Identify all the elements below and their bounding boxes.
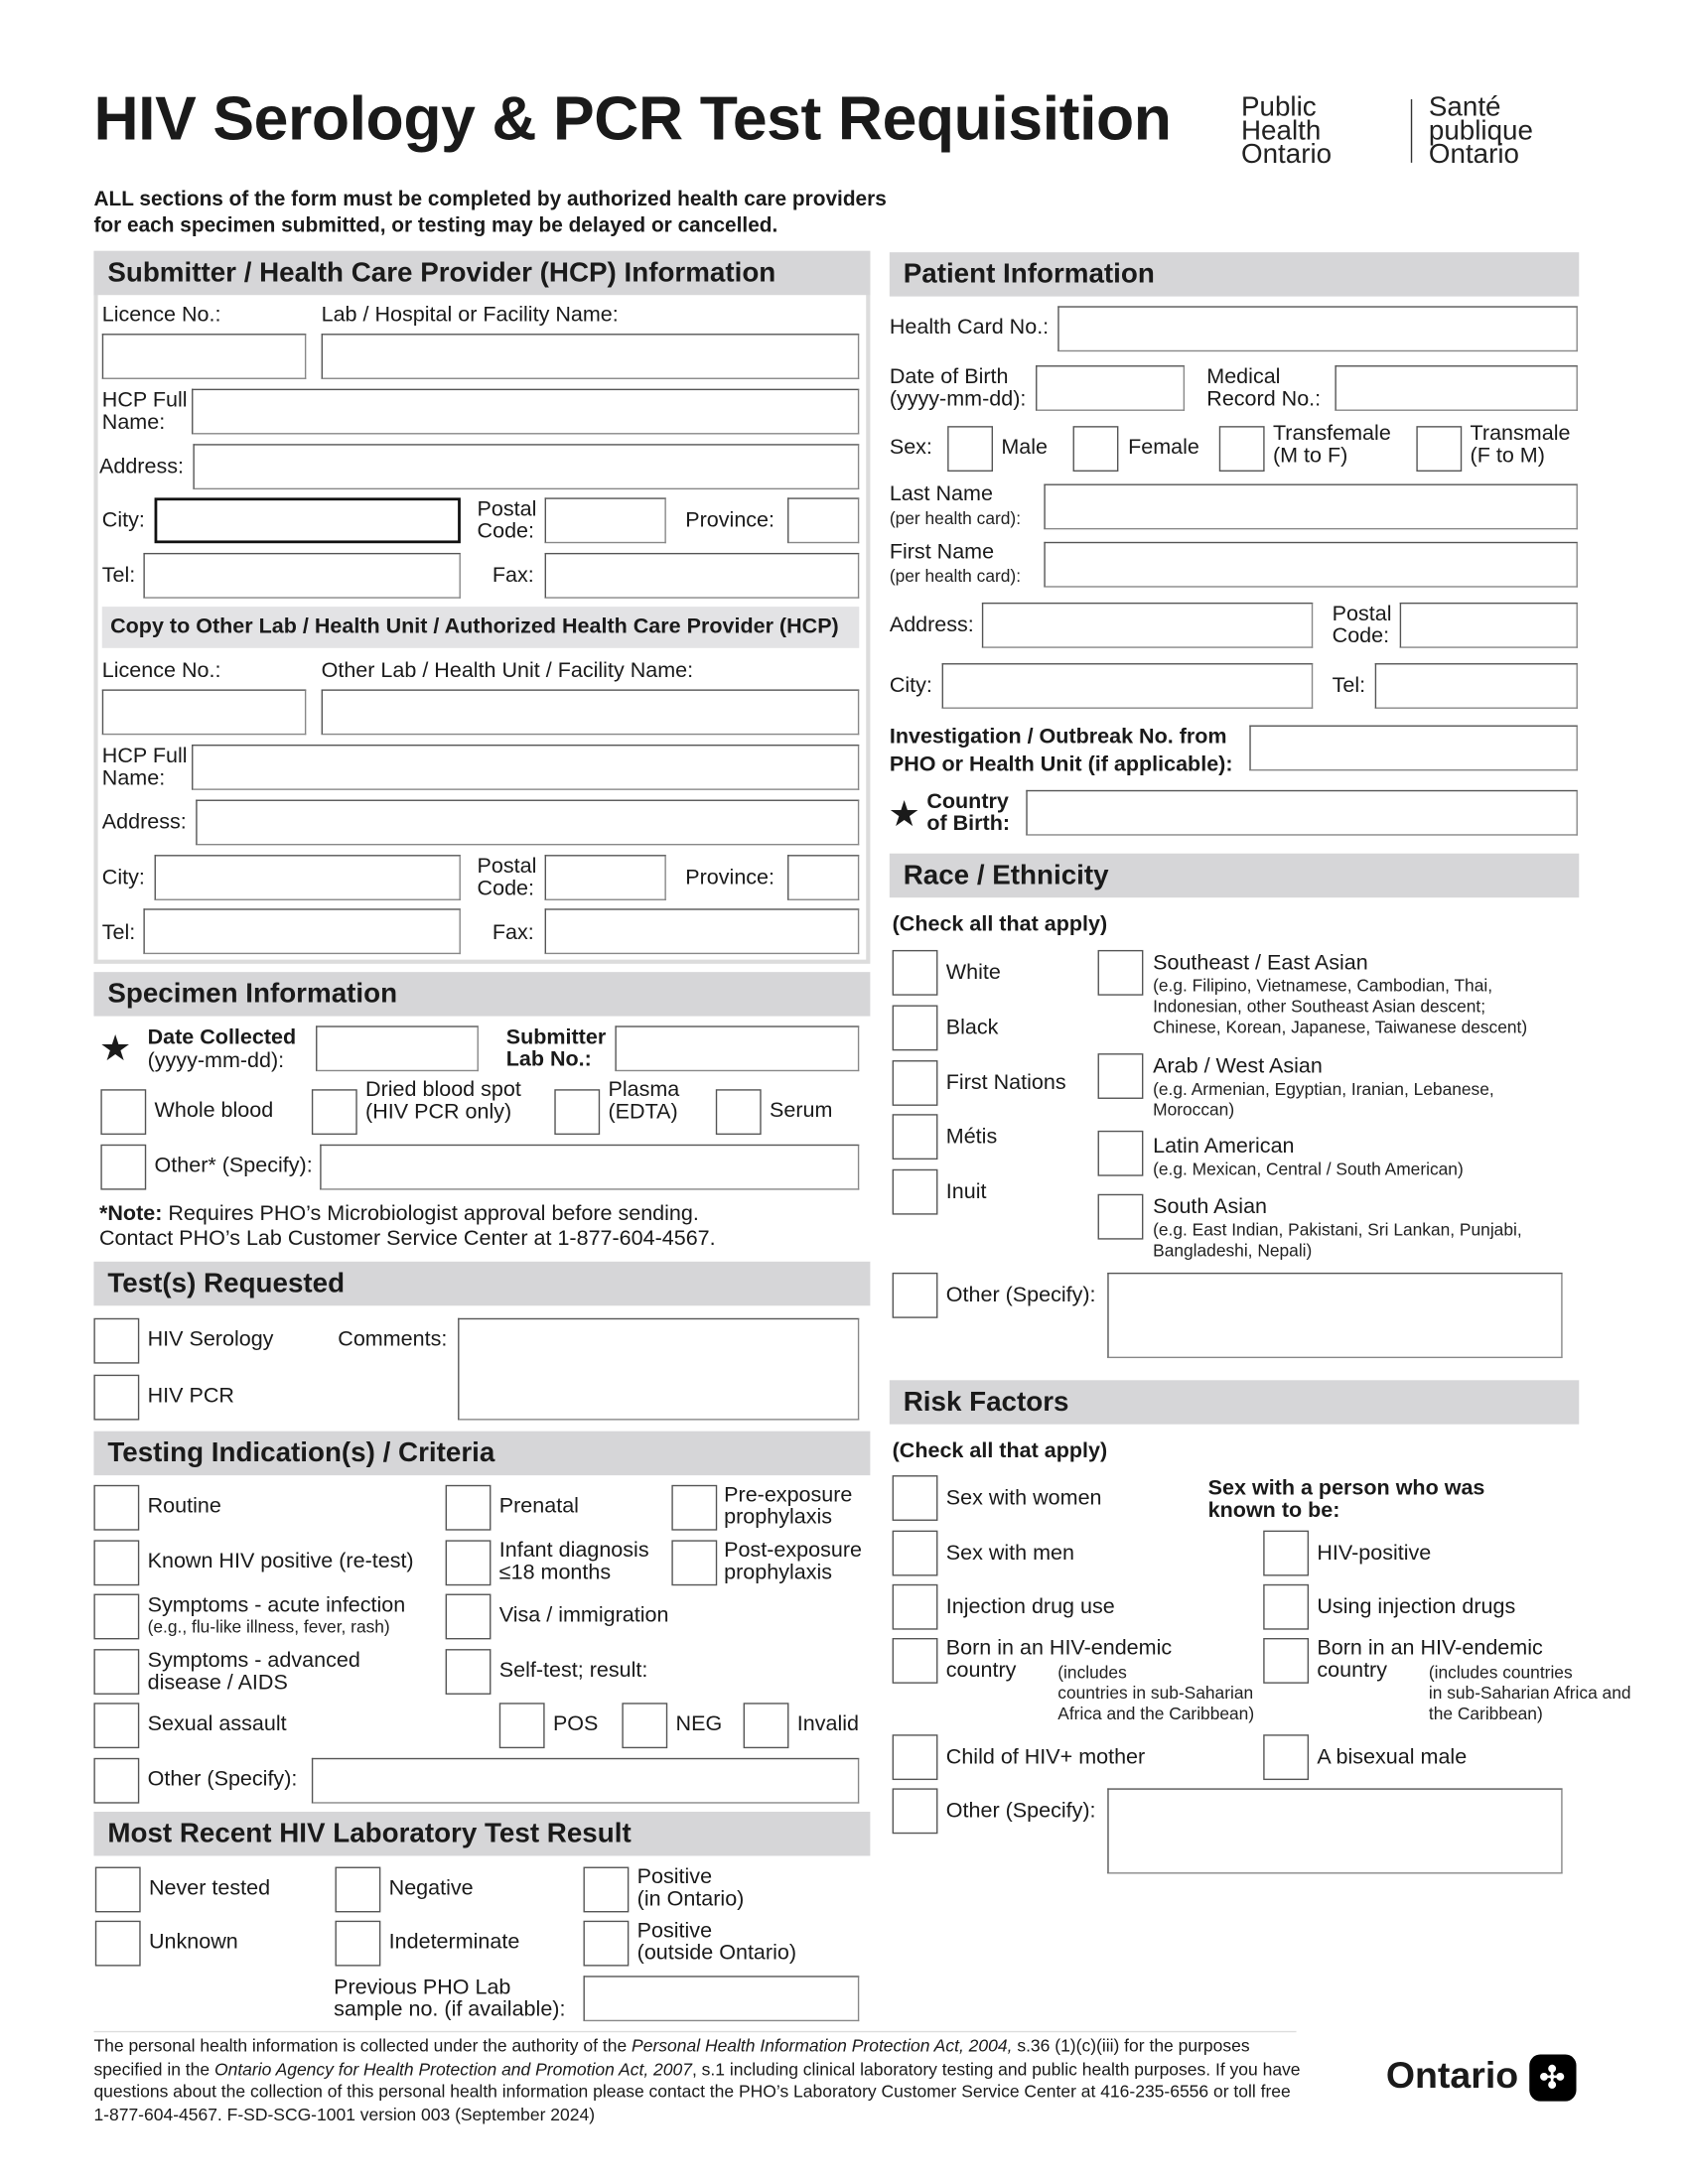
field-label: Other (Specify): — [945, 1284, 1096, 1307]
last-name-input[interactable] — [1044, 484, 1578, 530]
licence-input[interactable] — [102, 334, 307, 379]
risk-label: Born in an HIV-endemic country — [1317, 1636, 1543, 1683]
field-label: Licence No.: — [101, 658, 221, 683]
footer-text: , s.1 including clinical laboratory testing and public health purposes. If you have questions about the collection of this personal health information please contact the PHO’s Laboratory Customer Service Center at 416-235-6556 or toll free 1-877-604-4567. F-SD-SCG-1001 version 003 (September 2024) — [93, 2059, 1301, 2124]
specimen-type-label: Dried blood spot (HIV PCR only) — [365, 1078, 521, 1124]
recent-result-label: Positive (outside Ontario) — [636, 1919, 797, 1966]
risk-checkbox[interactable] — [893, 1531, 938, 1576]
copy-to-header: Copy to Other Lab / Health Unit / Authorized Health Care Provider (HCP) — [102, 607, 860, 648]
recent-result-label: Indeterminate — [388, 1930, 520, 1955]
race-label: Inuit — [945, 1179, 987, 1204]
date-collected-label: Date Collected — [147, 1025, 297, 1049]
indication-label: Other (Specify): — [147, 1767, 298, 1792]
race-label: Southeast / East Asian — [1153, 951, 1368, 975]
race-note: (e.g. East Indian, Pakistani, Sri Lankan, Punjabi, Bangladeshi, Nepali) — [1153, 1220, 1522, 1261]
previous-sample-input[interactable] — [584, 1976, 860, 2021]
indication-label: Known HIV positive (re-test) — [147, 1550, 414, 1573]
race-header: Race / Ethnicity — [890, 854, 1579, 897]
race-label: Latin American — [1153, 1135, 1295, 1159]
race-other-input[interactable] — [1107, 1273, 1562, 1358]
footer-text: The personal health information is collected under the authority of the — [93, 2036, 633, 2056]
race-label: Métis — [945, 1125, 998, 1149]
indication-label: Symptoms - acute infection — [147, 1593, 406, 1618]
specimen-type-label: Plasma (EDTA) — [608, 1078, 680, 1124]
indication-other-input[interactable] — [312, 1758, 859, 1804]
divider — [93, 2031, 1296, 2032]
indication-checkbox[interactable] — [446, 1485, 492, 1531]
copy-address-input[interactable] — [196, 800, 859, 846]
risk-label: A bisexual male — [1317, 1745, 1468, 1769]
risk-checkbox[interactable] — [893, 1734, 938, 1780]
field-label: Lab / Hospital or Facility Name: — [321, 303, 619, 328]
field-label: HCP Full Name: — [101, 745, 188, 790]
trillium-icon: ✣ — [1529, 2054, 1576, 2101]
required-star-icon: ★ — [888, 792, 920, 835]
sex-checkbox[interactable] — [1416, 426, 1462, 472]
race-checkbox[interactable] — [1098, 1194, 1144, 1240]
dob-input[interactable] — [1036, 365, 1185, 411]
race-label: First Nations — [945, 1071, 1066, 1095]
sex-checkbox[interactable] — [947, 426, 993, 472]
indication-label: Visa / immigration — [498, 1603, 669, 1627]
known-header: Sex with a person who was known to be: — [1207, 1476, 1485, 1523]
date-format-label: (yyyy-mm-dd): — [147, 1048, 285, 1073]
copy-facility-input[interactable] — [322, 689, 860, 735]
copy-fax-input[interactable] — [545, 908, 860, 954]
race-checkbox[interactable] — [1098, 1053, 1144, 1099]
recent-result-checkbox[interactable] — [584, 1921, 630, 1967]
instructions: ALL sections of the form must be completed by authorized health care providers for each specimen submitted, or testing may be delayed or cancelled. — [93, 187, 887, 237]
date-collected-input[interactable] — [316, 1025, 479, 1071]
risk-checkbox[interactable] — [1263, 1584, 1309, 1630]
field-label: Fax: — [492, 564, 534, 588]
indication-label: Routine — [147, 1494, 221, 1519]
self-test-label: NEG — [675, 1712, 723, 1736]
field-label: Tel: — [1332, 674, 1366, 698]
indication-checkbox[interactable] — [446, 1594, 492, 1640]
specimen-type-checkbox[interactable] — [554, 1089, 600, 1135]
indication-label: Pre-exposure prophylaxis — [724, 1483, 853, 1530]
indication-label: Infant diagnosis ≤18 months — [498, 1539, 649, 1584]
race-checkbox[interactable] — [1098, 1131, 1144, 1176]
field-label: Comments: — [338, 1327, 448, 1352]
footer-act: Personal Health Information Protection Act, 2004, — [632, 2036, 1013, 2056]
indication-checkbox[interactable] — [93, 1758, 139, 1804]
field-label: Tel: — [101, 564, 136, 588]
field-label: City: — [101, 866, 145, 889]
patient-postal-input[interactable] — [1400, 603, 1578, 648]
field-label: City: — [889, 674, 932, 698]
field-label: Postal Code: — [477, 855, 537, 900]
copy-tel-input[interactable] — [143, 908, 460, 954]
field-label: Health Card No.: — [889, 316, 1050, 340]
hint-text: (per health card): — [889, 566, 1022, 587]
copy-city-input[interactable] — [155, 855, 461, 900]
indication-label: Prenatal — [498, 1494, 579, 1519]
recent-result-label: Positive (in Ontario) — [636, 1865, 745, 1912]
risk-label: Sex with men — [945, 1541, 1075, 1566]
risk-label: Using injection drugs — [1317, 1594, 1516, 1619]
recent-result-checkbox[interactable] — [95, 1867, 141, 1913]
contact-note: Contact PHO’s Lab Customer Service Center at 1-877-604-4567. — [99, 1227, 716, 1251]
race-label: White — [945, 961, 1001, 985]
risk-checkbox[interactable] — [1263, 1531, 1309, 1576]
field-label: Last Name — [889, 482, 993, 506]
hint-text: (per health card): — [889, 508, 1022, 528]
privacy-notice — [93, 2035, 1307, 2126]
indications-header: Testing Indication(s) / Criteria — [93, 1432, 870, 1475]
self-test-label: Invalid — [796, 1712, 860, 1736]
copy-licence-input[interactable] — [102, 689, 307, 735]
race-label: South Asian — [1153, 1195, 1268, 1219]
country-input[interactable] — [1026, 790, 1578, 836]
recent-result-checkbox[interactable] — [584, 1867, 630, 1913]
comments-input[interactable] — [458, 1318, 859, 1421]
recent-result-label: Negative — [388, 1876, 474, 1900]
facility-input[interactable] — [322, 334, 860, 379]
race-note: (e.g. Mexican, Central / South American) — [1153, 1160, 1464, 1179]
specimen-type-label: Serum — [770, 1098, 833, 1123]
patient-tel-input[interactable] — [1375, 663, 1578, 709]
risk-label: HIV-positive — [1317, 1541, 1432, 1566]
race-other-checkbox[interactable] — [893, 1273, 938, 1318]
fax-input[interactable] — [545, 553, 860, 599]
recent-result-checkbox[interactable] — [95, 1921, 141, 1967]
investigation-input[interactable] — [1249, 726, 1578, 771]
field-label: Other Lab / Health Unit / Facility Name: — [321, 658, 694, 683]
test-label: HIV PCR — [147, 1384, 234, 1409]
field-label: Province: — [685, 508, 775, 533]
field-label: Date of Birth (yyyy-mm-dd): — [889, 365, 1027, 411]
race-note: (e.g. Armenian, Egyptian, Iranian, Lebanese, Moroccan) — [1153, 1079, 1494, 1120]
health-card-input[interactable] — [1057, 306, 1578, 351]
submitter-lab-label: Submitter Lab No.: — [505, 1025, 607, 1072]
race-note: (e.g. Filipino, Vietnamese, Cambodian, Thai, Indonesian, other Southeast Asian descent; Chinese, Korean, Japanese, Taiwanese descent) — [1153, 976, 1528, 1037]
test-label: HIV Serology — [147, 1327, 274, 1352]
risk-checkbox[interactable] — [893, 1584, 938, 1630]
investigation-label: Investigation / Outbreak No. from PHO or Health Unit (if applicable): — [889, 725, 1233, 776]
hiv-serology-checkbox[interactable] — [93, 1318, 139, 1364]
tel-input[interactable] — [143, 553, 460, 599]
recent-result-label: Unknown — [149, 1930, 238, 1955]
address-input[interactable] — [193, 444, 859, 489]
risk-checkbox[interactable] — [893, 1638, 938, 1684]
risk-label: Other (Specify): — [945, 1799, 1096, 1824]
specimen-type-checkbox[interactable] — [100, 1089, 146, 1135]
ontario-logo — [1386, 2054, 1576, 2101]
specimen-other-checkbox[interactable] — [100, 1145, 146, 1190]
specimen-type-checkbox[interactable] — [312, 1089, 357, 1135]
field-label: First Name — [889, 540, 995, 565]
risk-label: Born in an HIV-endemic country — [945, 1636, 1173, 1683]
indication-checkbox[interactable] — [671, 1485, 717, 1531]
country-label: Country of Birth: — [926, 789, 1011, 836]
pho-logo — [1241, 93, 1586, 171]
indication-checkbox[interactable] — [671, 1540, 717, 1585]
field-label: Previous PHO Lab sample no. (if available): — [334, 1976, 566, 2022]
mrn-input[interactable] — [1335, 365, 1577, 411]
indication-checkbox[interactable] — [93, 1703, 139, 1748]
specimen-header: Specimen Information — [93, 972, 870, 1016]
sex-label: Transmale (F to M) — [1470, 422, 1571, 468]
postal-code-input[interactable] — [545, 497, 666, 543]
risk-header: Risk Factors — [890, 1380, 1579, 1424]
sex-label: Transfemale (M to F) — [1272, 422, 1391, 468]
patient-header: Patient Information — [890, 252, 1579, 296]
field-label: Other* (Specify): — [154, 1154, 313, 1178]
indication-checkbox[interactable] — [93, 1540, 139, 1585]
patient-address-input[interactable] — [982, 603, 1313, 648]
sex-label: Male — [1001, 435, 1049, 460]
risk-checkbox[interactable] — [1263, 1638, 1309, 1684]
submitter-lab-input[interactable] — [615, 1025, 859, 1071]
required-star-icon: ★ — [99, 1026, 132, 1069]
field-label: Sex: — [889, 435, 932, 460]
copy-hcp-name-input[interactable] — [192, 745, 859, 790]
submitter-header: Submitter / Health Care Provider (HCP) Information — [93, 251, 870, 295]
footer-text: s.36 (1)(c)(iii) for the purposes specified in the — [93, 2036, 1250, 2079]
sex-label: Female — [1128, 435, 1199, 460]
province-input[interactable] — [787, 497, 859, 543]
note-text: Requires PHO’s Microbiologist approval before sending. — [162, 1202, 699, 1226]
race-checkbox[interactable] — [893, 1060, 938, 1106]
race-checkbox[interactable] — [893, 1114, 938, 1160]
self-test-result-checkbox[interactable] — [499, 1703, 545, 1748]
field-label: City: — [101, 508, 145, 533]
indication-checkbox[interactable] — [446, 1649, 492, 1695]
note — [99, 1204, 699, 1226]
indication-checkbox[interactable] — [446, 1540, 492, 1585]
recent-result-header: Most Recent HIV Laboratory Test Result — [93, 1812, 870, 1855]
note-label: *Note: — [99, 1202, 163, 1226]
race-checkbox[interactable] — [893, 1169, 938, 1215]
indication-checkbox[interactable] — [93, 1485, 139, 1531]
self-test-label: POS — [552, 1712, 599, 1736]
risk-label: Injection drug use — [945, 1594, 1115, 1619]
specimen-type-checkbox[interactable] — [716, 1089, 762, 1135]
field-label: Address: — [889, 614, 974, 637]
recent-result-checkbox[interactable] — [336, 1921, 381, 1967]
sex-checkbox[interactable] — [1219, 426, 1265, 472]
field-label: Medical Record No.: — [1206, 365, 1322, 411]
race-checkbox[interactable] — [893, 1006, 938, 1051]
field-label: Tel: — [101, 920, 136, 945]
field-label: Licence No.: — [101, 303, 221, 328]
specimen-other-input[interactable] — [320, 1145, 859, 1190]
indication-label: Post-exposure prophylaxis — [724, 1539, 862, 1584]
ontario-wordmark: Ontario — [1385, 2054, 1519, 2097]
copy-province-input[interactable] — [787, 855, 859, 900]
tests-header: Test(s) Requested — [93, 1262, 870, 1305]
footer-act: Ontario Agency for Health Protection and Promotion Act, 2007 — [213, 2059, 692, 2079]
page-title: HIV Serology & PCR Test Requisition — [93, 82, 1172, 154]
indication-label: Sexual assault — [147, 1712, 287, 1736]
city-input[interactable] — [155, 497, 461, 543]
field-label: Postal Code: — [1332, 602, 1392, 648]
indication-checkbox[interactable] — [93, 1594, 139, 1640]
race-checkbox[interactable] — [893, 950, 938, 996]
field-label: HCP Full Name: — [101, 388, 188, 435]
field-label: Address: — [101, 810, 187, 835]
hint-text: (includes countries in sub-Saharian Africa and the Caribbean) — [1428, 1663, 1631, 1724]
indication-label: Self-test; result: — [498, 1658, 648, 1683]
check-all-label: (Check all that apply) — [892, 1439, 1108, 1463]
first-name-input[interactable] — [1044, 542, 1578, 588]
check-all-label: (Check all that apply) — [892, 912, 1108, 937]
field-label: Postal Code: — [477, 497, 537, 544]
hint-text: (includes countries in sub-Saharian Africa and the Caribbean) — [1057, 1663, 1255, 1724]
risk-checkbox[interactable] — [893, 1475, 938, 1521]
indication-label: Symptoms - advanced disease / AIDS — [147, 1649, 360, 1695]
risk-checkbox[interactable] — [893, 1788, 938, 1834]
field-label: Fax: — [492, 920, 534, 945]
race-checkbox[interactable] — [1098, 950, 1144, 996]
risk-label: Sex with women — [945, 1486, 1102, 1510]
field-label: Province: — [685, 866, 775, 889]
race-label: Arab / West Asian — [1153, 1054, 1323, 1079]
recent-result-checkbox[interactable] — [336, 1867, 381, 1913]
self-test-result-checkbox[interactable] — [744, 1703, 789, 1748]
hiv-pcr-checkbox[interactable] — [93, 1375, 139, 1421]
risk-label: Child of HIV+ mother — [945, 1745, 1146, 1769]
indication-checkbox[interactable] — [93, 1649, 139, 1695]
hcp-name-input[interactable] — [192, 389, 859, 435]
field-label: Address: — [99, 455, 184, 478]
specimen-type-label: Whole blood — [154, 1098, 274, 1123]
patient-city-input[interactable] — [942, 663, 1314, 709]
risk-checkbox[interactable] — [1263, 1734, 1309, 1780]
logo-fr: Santé publique Ontario — [1428, 92, 1533, 170]
copy-postal-code-input[interactable] — [545, 855, 666, 900]
logo-en: Public Health Ontario — [1241, 92, 1333, 170]
hint-text: (e.g., flu-like illness, fever, rash) — [147, 1617, 390, 1637]
risk-other-input[interactable] — [1107, 1788, 1562, 1873]
recent-result-label: Never tested — [149, 1876, 271, 1900]
race-label: Black — [945, 1016, 999, 1040]
self-test-result-checkbox[interactable] — [622, 1703, 667, 1748]
sex-checkbox[interactable] — [1073, 426, 1119, 472]
